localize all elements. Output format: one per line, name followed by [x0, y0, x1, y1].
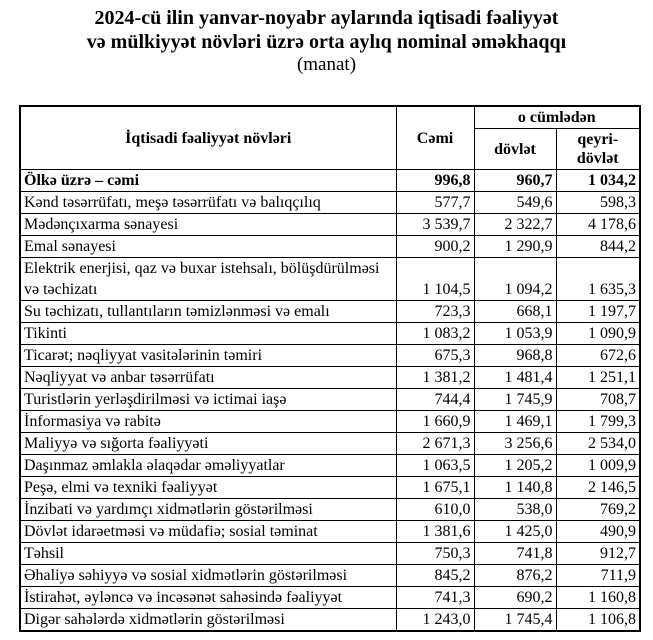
- table-row: [20, 433, 640, 455]
- total-cell: 675,3: [396, 345, 474, 367]
- total-cell: 610,0: [396, 499, 474, 521]
- state-cell: 876,2: [474, 565, 556, 587]
- state-cell: 3 256,6: [474, 433, 556, 455]
- title-unit: (manat): [296, 54, 357, 75]
- total-cell: 1 381,2: [396, 367, 474, 389]
- header-row-group: [20, 106, 640, 129]
- activity-cell: İnformasiya və rabitə: [20, 411, 396, 433]
- non-state-cell: 708,7: [556, 389, 640, 411]
- table-row: [20, 609, 640, 632]
- total-cell: 996,8: [396, 170, 474, 192]
- table-row: [20, 455, 640, 477]
- total-cell: 744,4: [396, 389, 474, 411]
- table-header: [20, 106, 640, 170]
- header-non-state: qeyri-dövlət: [556, 129, 640, 170]
- non-state-cell: 1 197,7: [556, 301, 640, 323]
- title-line-2: və mülkiyyət növləri üzrə orta aylıq nominal əməkhaqqı: [86, 31, 567, 53]
- table-row: [20, 214, 640, 236]
- header-total: Cəmi: [396, 106, 474, 170]
- header-state: dövlət: [474, 129, 556, 170]
- non-state-cell: 1 799,3: [556, 411, 640, 433]
- table-row: [20, 236, 640, 258]
- state-cell: 668,1: [474, 301, 556, 323]
- state-cell: 1 425,0: [474, 521, 556, 543]
- table-body: [20, 170, 640, 632]
- table-row: [20, 301, 640, 323]
- activity-cell: Emal sənayesi: [20, 236, 396, 258]
- non-state-cell: 769,2: [556, 499, 640, 521]
- total-cell: 577,7: [396, 192, 474, 214]
- activity-cell: Təhsil: [20, 543, 396, 565]
- wage-table: [19, 105, 641, 632]
- total-cell: 900,2: [396, 236, 474, 258]
- table-row: [20, 258, 640, 301]
- state-cell: 1 469,1: [474, 411, 556, 433]
- non-state-cell: 490,9: [556, 521, 640, 543]
- non-state-cell: 598,3: [556, 192, 640, 214]
- activity-cell: Elektrik enerjisi, qaz və buxar istehsalı, bölüşdürülməsi və təchizatı: [20, 258, 396, 301]
- table-row: [20, 411, 640, 433]
- table-row: [20, 367, 640, 389]
- state-cell: 1 205,2: [474, 455, 556, 477]
- state-cell: 538,0: [474, 499, 556, 521]
- activity-cell: Tikinti: [20, 323, 396, 345]
- activity-cell: Ölkə üzrə – cəmi: [20, 170, 396, 192]
- total-cell: 1 660,9: [396, 411, 474, 433]
- state-cell: 1 290,9: [474, 236, 556, 258]
- non-state-cell: 1 251,1: [556, 367, 640, 389]
- state-cell: 549,6: [474, 192, 556, 214]
- activity-cell: Nəqliyyat və anbar təsərrüfatı: [20, 367, 396, 389]
- page-title: [0, 0, 653, 76]
- table-row: [20, 499, 640, 521]
- activity-cell: Peşə, elmi və texniki fəaliyyət: [20, 477, 396, 499]
- non-state-cell: 912,7: [556, 543, 640, 565]
- total-cell: 1 675,1: [396, 477, 474, 499]
- table-row: [20, 565, 640, 587]
- table-row: [20, 477, 640, 499]
- non-state-cell: 1 090,9: [556, 323, 640, 345]
- state-cell: 1 094,2: [474, 258, 556, 301]
- state-cell: 1 745,4: [474, 609, 556, 632]
- non-state-cell: 1 009,9: [556, 455, 640, 477]
- activity-cell: Maliyyə və sığorta fəaliyyəti: [20, 433, 396, 455]
- title-line-1: 2024-cü ilin yanvar-noyabr aylarında iqtisadi fəaliyyət: [94, 7, 559, 29]
- non-state-cell: 1 034,2: [556, 170, 640, 192]
- activity-cell: Mədənçıxarma sənayesi: [20, 214, 396, 236]
- total-cell: 3 539,7: [396, 214, 474, 236]
- state-cell: 1 140,8: [474, 477, 556, 499]
- table-row: [20, 192, 640, 214]
- total-cell: 723,3: [396, 301, 474, 323]
- activity-cell: İnzibati və yardımçı xidmətlərin göstərilməsi: [20, 499, 396, 521]
- non-state-cell: 2 146,5: [556, 477, 640, 499]
- activity-cell: Digər sahələrdə xidmətlərin göstərilməsi: [20, 609, 396, 632]
- state-cell: 741,8: [474, 543, 556, 565]
- total-cell: 1 381,6: [396, 521, 474, 543]
- state-cell: 690,2: [474, 587, 556, 609]
- activity-cell: Dövlət idarəetməsi və müdafiə; sosial təminat: [20, 521, 396, 543]
- activity-cell: İstirahət, əyləncə və incəsənət sahəsində fəaliyyət: [20, 587, 396, 609]
- state-cell: 1 053,9: [474, 323, 556, 345]
- total-cell: 1 243,0: [396, 609, 474, 632]
- total-cell: 1 063,5: [396, 455, 474, 477]
- total-cell: 845,2: [396, 565, 474, 587]
- non-state-cell: 1 635,3: [556, 258, 640, 301]
- header-activity: İqtisadi fəaliyyət növləri: [20, 106, 396, 170]
- table-row: [20, 521, 640, 543]
- activity-cell: Su təchizatı, tullantıların təmizlənməsi və emalı: [20, 301, 396, 323]
- table-row: [20, 389, 640, 411]
- state-cell: 1 481,4: [474, 367, 556, 389]
- activity-cell: Daşınmaz əmlakla əlaqədar əməliyyatlar: [20, 455, 396, 477]
- table-row: [20, 323, 640, 345]
- activity-cell: Kənd təsərrüfatı, meşə təsərrüfatı və balıqçılıq: [20, 192, 396, 214]
- non-state-cell: 4 178,6: [556, 214, 640, 236]
- table-row: [20, 543, 640, 565]
- activity-cell: Əhaliyə səhiyyə və sosial xidmətlərin göstərilməsi: [20, 565, 396, 587]
- state-cell: 960,7: [474, 170, 556, 192]
- state-cell: 2 322,7: [474, 214, 556, 236]
- total-cell: 750,3: [396, 543, 474, 565]
- activity-cell: Turistlərin yerləşdirilməsi və ictimai iaşə: [20, 389, 396, 411]
- state-cell: 968,8: [474, 345, 556, 367]
- non-state-cell: 2 534,0: [556, 433, 640, 455]
- non-state-cell: 672,6: [556, 345, 640, 367]
- non-state-cell: 711,9: [556, 565, 640, 587]
- non-state-cell: 1 160,8: [556, 587, 640, 609]
- total-cell: 2 671,3: [396, 433, 474, 455]
- header-group: o cümlədən: [474, 106, 640, 129]
- total-cell: 1 083,2: [396, 323, 474, 345]
- non-state-cell: 844,2: [556, 236, 640, 258]
- non-state-cell: 1 106,8: [556, 609, 640, 632]
- total-cell: 741,3: [396, 587, 474, 609]
- state-cell: 1 745,9: [474, 389, 556, 411]
- table-row: [20, 345, 640, 367]
- total-cell: 1 104,5: [396, 258, 474, 301]
- table-row: [20, 587, 640, 609]
- activity-cell: Ticarət; nəqliyyat vasitələrinin təmiri: [20, 345, 396, 367]
- table-row: [20, 170, 640, 192]
